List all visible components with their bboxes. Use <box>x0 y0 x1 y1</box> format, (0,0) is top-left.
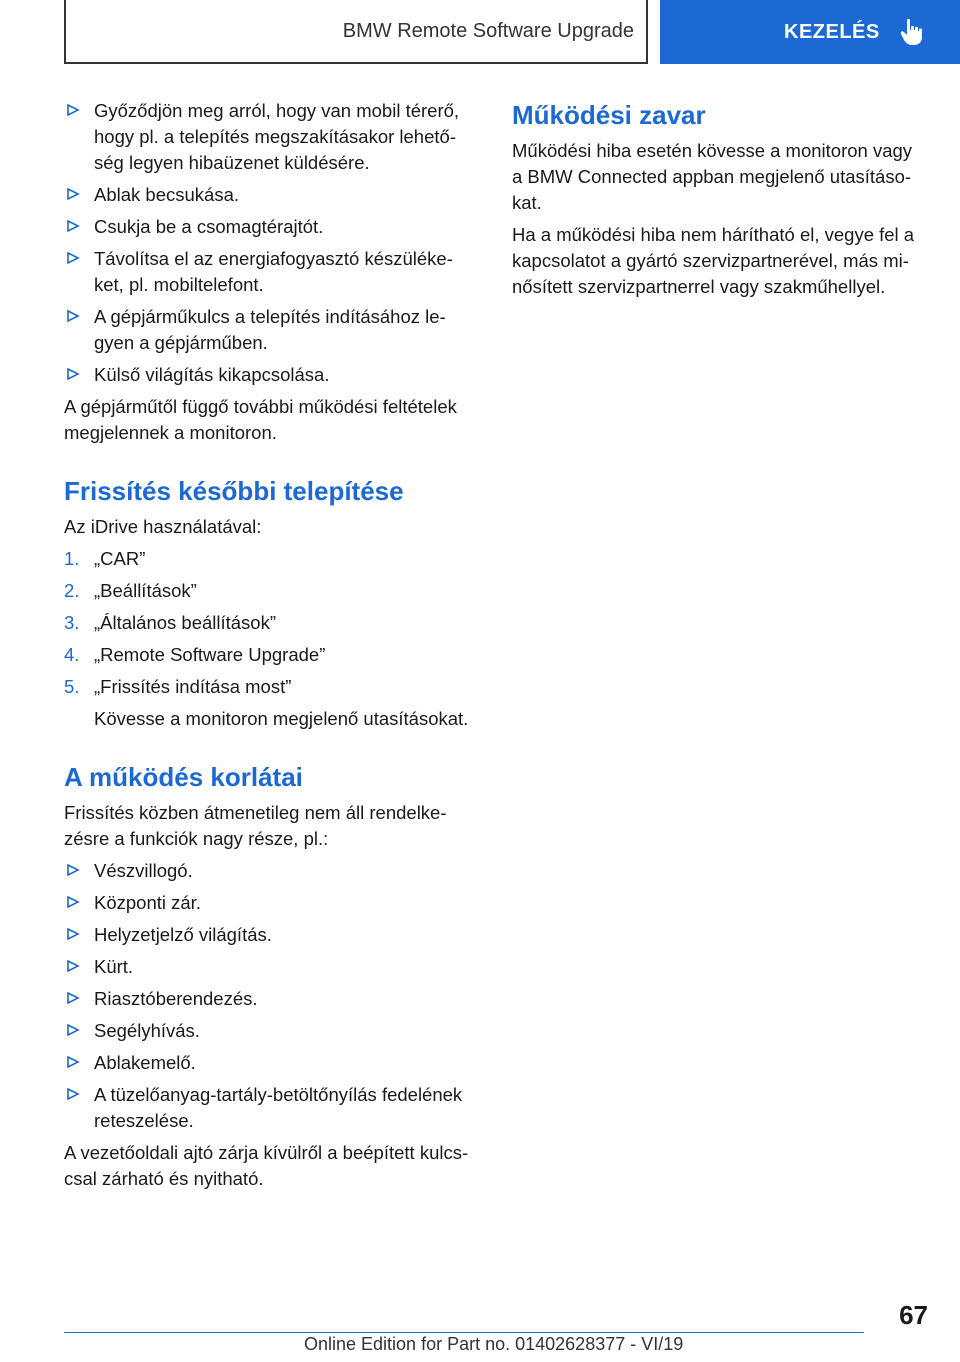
body-paragraph: Az iDrive használatával: <box>64 516 262 537</box>
body-paragraph: A gépjárműtől függő további működési feltételek megjelennek a monitoron. <box>64 396 457 443</box>
list-item: Külső világítás kikapcsolása. <box>64 362 476 388</box>
list-item: Ablak becsukása. <box>64 182 476 208</box>
step-item: 5. „Frissítés indítása most” <box>64 674 476 700</box>
step-number: 5. <box>64 676 80 697</box>
list-item: Központi zár. <box>64 890 476 916</box>
section-heading: A működés korlátai <box>64 762 303 792</box>
step-item: 2. „Beállítások” <box>64 578 476 604</box>
section-tab <box>660 0 960 64</box>
triangle-bullet-icon <box>66 309 80 323</box>
triangle-bullet-icon <box>66 863 80 877</box>
list-item: A tüzelőanyag-tartály-betöltőnyílás fedelének reteszelése. <box>64 1082 476 1134</box>
left-column <box>64 98 476 1198</box>
steps-list <box>64 546 476 732</box>
step-item: 4. „Remote Software Upgrade” <box>64 642 476 668</box>
list-item: Segélyhívás. <box>64 1018 476 1044</box>
body-paragraph: Ha a működési hiba nem hárítható el, vegye fel a kapcsolatot a gyártó szervizpartnerével, más minősített szervizpartnerrel vagy szakműhellyel. <box>512 224 915 297</box>
triangle-bullet-icon <box>66 251 80 265</box>
limitations-list <box>64 858 476 1134</box>
triangle-bullet-icon <box>66 1087 80 1101</box>
step-number: 2. <box>64 580 80 601</box>
triangle-bullet-icon <box>66 187 80 201</box>
triangle-bullet-icon <box>66 991 80 1005</box>
list-item: Győződjön meg arról, hogy van mobil térerő, hogy pl. a telepítés megszakításakor lehetőség legyen hibaüzenet küldésére. <box>64 98 476 176</box>
section-heading: Frissítés későbbi telepítése <box>64 476 404 506</box>
body-paragraph: Frissítés közben átmenetileg nem áll rendelkezésre a funkciók nagy része, pl.: <box>64 802 447 849</box>
section-heading: Működési zavar <box>512 100 706 130</box>
list-item: Távolítsa el az energiafogyasztó készülékeket, pl. mobiltelefont. <box>64 246 476 298</box>
body-paragraph: Működési hiba esetén kövesse a monitoron vagy a BMW Connected appban megjelenő utasításokat. <box>512 140 913 213</box>
triangle-bullet-icon <box>66 959 80 973</box>
step-number: 1. <box>64 548 80 569</box>
triangle-bullet-icon <box>66 219 80 233</box>
list-item: Ablakemelő. <box>64 1050 476 1076</box>
triangle-bullet-icon <box>66 1055 80 1069</box>
step-number: 4. <box>64 644 80 665</box>
list-item: Riasztóberendezés. <box>64 986 476 1012</box>
body-paragraph: A vezetőoldali ajtó zárja kívülről a beépített kulcscsal zárható és nyitható. <box>64 1142 469 1189</box>
triangle-bullet-icon <box>66 895 80 909</box>
step-note: Kövesse a monitoron megjelenő utasításokat. <box>94 708 469 729</box>
footer-edition: Online Edition for Part no. 01402628377 - VI/19 <box>304 1334 684 1354</box>
triangle-bullet-icon <box>66 927 80 941</box>
conditions-list <box>64 98 476 388</box>
list-item: Vészvillogó. <box>64 858 476 884</box>
triangle-bullet-icon <box>66 103 80 117</box>
list-item: Kürt. <box>64 954 476 980</box>
running-header-title: BMW Remote Software Upgrade <box>342 19 634 42</box>
pointing-hand-icon <box>900 18 926 46</box>
step-number: 3. <box>64 612 80 633</box>
page-number: 67 <box>899 1300 928 1330</box>
section-tab-label: KEZELÉS <box>784 20 880 43</box>
list-item: Csukja be a csomagtérajtót. <box>64 214 476 240</box>
running-header <box>64 0 648 64</box>
list-item: A gépjárműkulcs a telepítés indításához legyen a gépjárműben. <box>64 304 476 356</box>
step-item: 1. „CAR” <box>64 546 476 572</box>
triangle-bullet-icon <box>66 1023 80 1037</box>
footer-divider <box>64 1332 864 1333</box>
triangle-bullet-icon <box>66 367 80 381</box>
right-column <box>512 98 924 306</box>
step-item: 3. „Általános beállítások” <box>64 610 476 636</box>
list-item: Helyzetjelző világítás. <box>64 922 476 948</box>
